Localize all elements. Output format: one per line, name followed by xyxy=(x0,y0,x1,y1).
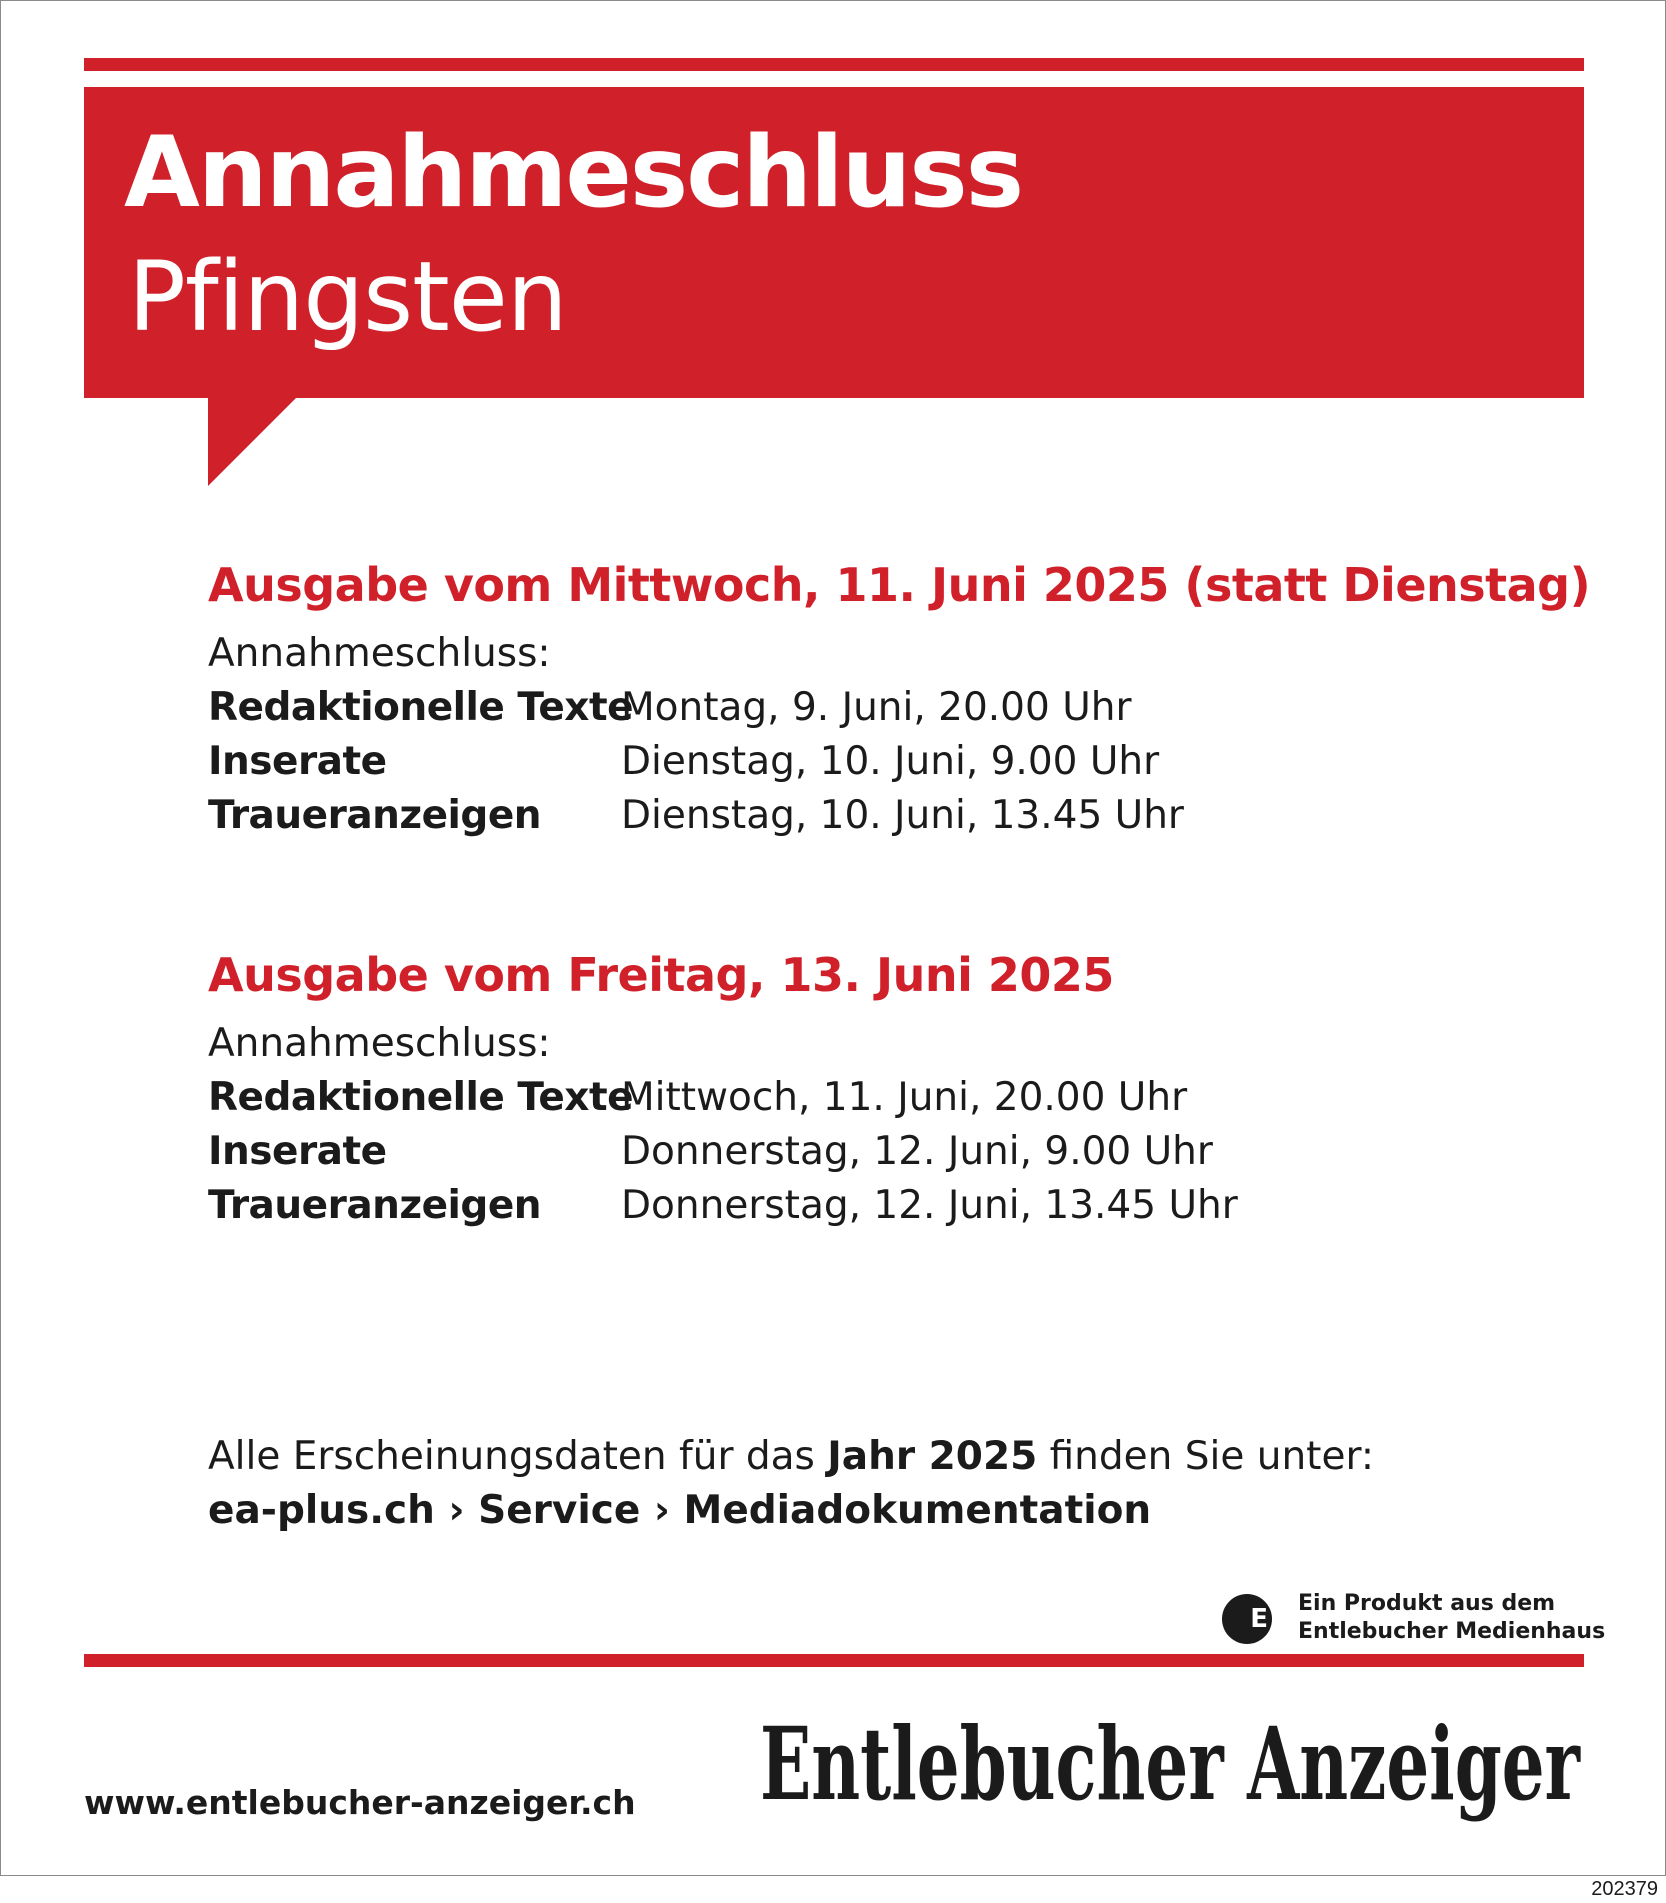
imprint-id: 202379 xyxy=(1591,1878,1658,1900)
deadline-row xyxy=(208,735,1588,789)
deadline-time: Dienstag, 10. Juni, 9.00 Uhr xyxy=(621,739,1160,784)
note-year: Jahr 2025 xyxy=(827,1434,1038,1479)
edition-heading: Ausgabe vom Freitag, 13. Juni 2025 xyxy=(208,948,1114,1002)
banner-subtitle: Pfingsten xyxy=(128,241,567,353)
deadline-label: Annahmeschluss: xyxy=(208,1021,551,1066)
medienhaus-e-letter: E xyxy=(1250,1604,1268,1634)
badge-line-2: Entlebucher Medienhaus xyxy=(1298,1619,1606,1644)
deadline-row xyxy=(208,789,1588,843)
bottom-rule xyxy=(84,1654,1584,1667)
deadline-row xyxy=(208,681,1588,735)
edition-heading: Ausgabe vom Mittwoch, 11. Juni 2025 (statt Dienstag) xyxy=(208,558,1591,612)
badge-line-1: Ein Produkt aus dem xyxy=(1298,1591,1556,1616)
deadline-time: Donnerstag, 12. Juni, 9.00 Uhr xyxy=(621,1129,1213,1174)
medienhaus-e-icon xyxy=(1222,1594,1272,1644)
deadline-label: Annahmeschluss: xyxy=(208,631,551,676)
deadline-time: Dienstag, 10. Juni, 13.45 Uhr xyxy=(621,793,1184,838)
note-suffix: finden Sie unter: xyxy=(1037,1434,1374,1479)
deadline-row xyxy=(208,1179,1588,1233)
speech-bubble-tail xyxy=(208,398,296,486)
deadline-category: Traueranzeigen xyxy=(208,793,542,838)
deadline-category: Redaktionelle Texte xyxy=(208,1075,634,1120)
masthead-text: Entlebucher Anzeiger xyxy=(760,1705,1581,1823)
headline-banner xyxy=(84,87,1584,398)
deadline-category: Inserate xyxy=(208,739,387,784)
deadline-category: Traueranzeigen xyxy=(208,1183,542,1228)
website-link[interactable]: www.entlebucher-anzeiger.ch xyxy=(84,1783,636,1822)
deadline-time: Montag, 9. Juni, 20.00 Uhr xyxy=(621,685,1132,730)
publication-dates-note xyxy=(208,1430,1374,1484)
deadline-row xyxy=(208,1071,1588,1125)
deadline-category: Redaktionelle Texte xyxy=(208,685,634,730)
deadline-category: Inserate xyxy=(208,1129,387,1174)
masthead-logo xyxy=(754,1695,1584,1825)
edition-friday xyxy=(208,945,1588,1233)
edition-wednesday xyxy=(208,555,1591,843)
medienhaus-badge xyxy=(1298,1590,1605,1646)
top-rule xyxy=(84,58,1584,71)
deadline-row xyxy=(208,1125,1588,1179)
note-prefix: Alle Erscheinungsdaten für das xyxy=(208,1434,828,1479)
banner-title: Annahmeschluss xyxy=(124,116,1023,230)
deadline-time: Mittwoch, 11. Juni, 20.00 Uhr xyxy=(621,1075,1188,1120)
media-docs-path[interactable]: ea-plus.ch › Service › Mediadokumentation xyxy=(208,1488,1152,1533)
deadline-time: Donnerstag, 12. Juni, 13.45 Uhr xyxy=(621,1183,1238,1228)
